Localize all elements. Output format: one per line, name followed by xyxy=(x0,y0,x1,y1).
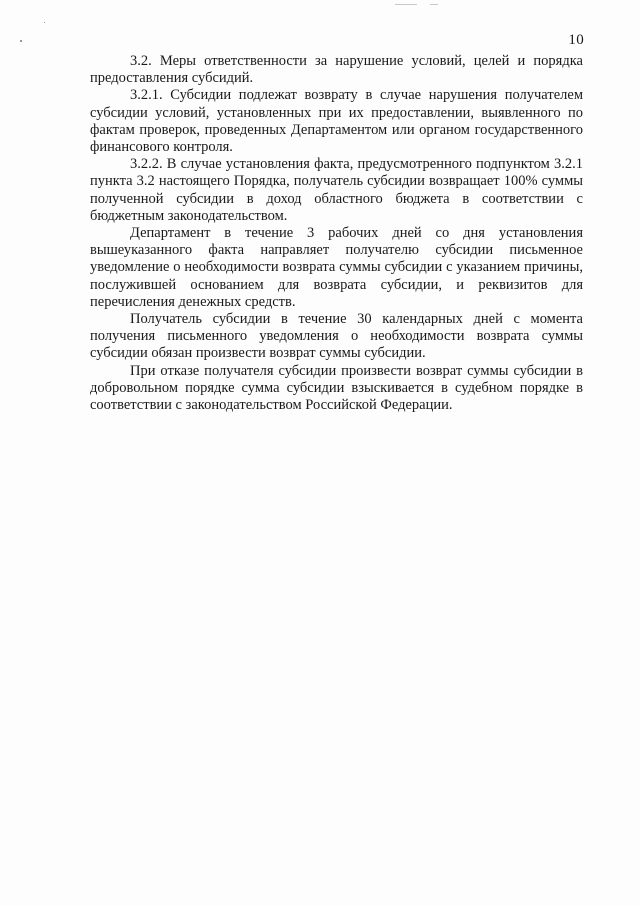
document-body xyxy=(90,53,583,414)
scan-mark xyxy=(395,4,417,5)
scan-speck xyxy=(44,22,45,23)
scan-speck xyxy=(20,40,22,42)
paragraph-court-recovery: При отказе получателя субсидии произвести возврат суммы субсидии в добровольном порядке сумма субсидии взыскивается в судебном порядке в соответствии с законодательством Российской Федерации. xyxy=(90,362,583,414)
page-number: 10 xyxy=(568,32,584,48)
paragraph-3-2: 3.2. Меры ответственности за нарушение условий, целей и порядка предоставления субсидий. xyxy=(90,53,583,87)
paragraph-3-2-1: 3.2.1. Субсидии подлежат возврату в случае нарушения получателем субсидии условий, установленных при их предоставлении, выявленного по фактам проверок, проведенных Департаментом или органом государственного финансового контроля. xyxy=(90,87,583,156)
scan-mark xyxy=(430,4,438,5)
paragraph-department-notice: Департамент в течение 3 рабочих дней со дня установления вышеуказанного факта направляет получателю субсидии письменное уведомление о необходимости возврата суммы субсидии с указанием причины, послужившей основанием для возврата субсидии, и реквизитов для перечисления денежных средств. xyxy=(90,225,583,310)
paragraph-recipient-return: Получатель субсидии в течение 30 календарных дней с момента получения письменного уведомления о необходимости возврата суммы субсидии обязан произвести возврат суммы субсидии. xyxy=(90,311,583,362)
paragraph-3-2-2: 3.2.2. В случае установления факта, предусмотренного подпунктом 3.2.1 пункта 3.2 настоящего Порядка, получатель субсидии возвращает 100% суммы полученной субсидии в доход областного бюджета в соответствии с бюджетным законодательством. xyxy=(90,156,583,224)
